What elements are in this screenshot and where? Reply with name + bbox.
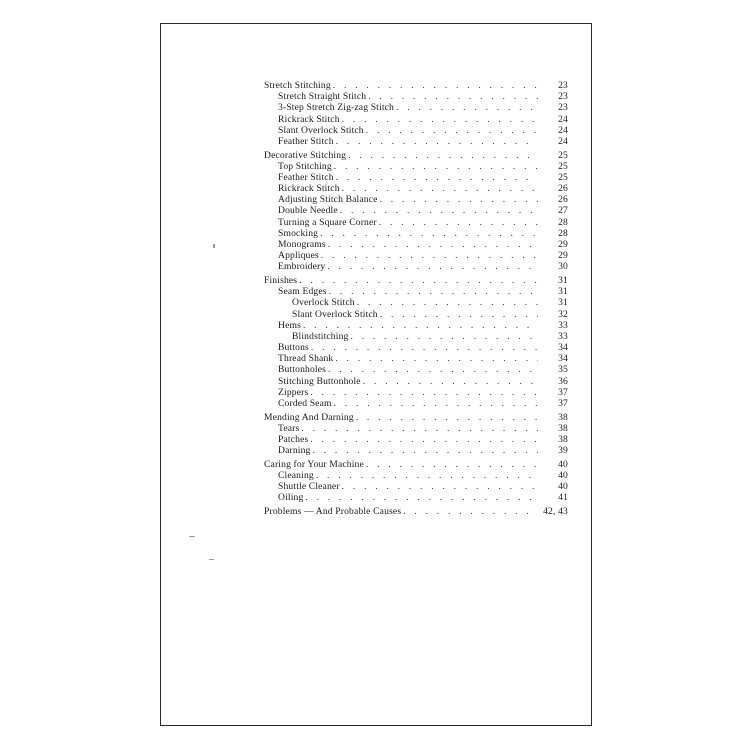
- toc-entry-title: Slant Overlock Stitch: [278, 124, 364, 136]
- toc-entry-page: 40: [558, 469, 568, 481]
- toc-leader-dots: [299, 275, 538, 286]
- toc-entry-title: Blindstitching: [292, 330, 349, 342]
- toc-entry: [264, 376, 568, 387]
- toc-leader-dots: [396, 102, 538, 113]
- toc-entry: [264, 91, 568, 102]
- stray-mark: [189, 536, 195, 537]
- toc-leader-dots: [311, 342, 538, 353]
- toc-entry: [264, 423, 568, 434]
- toc-entry-page: 33: [558, 319, 568, 331]
- toc-entry: [264, 387, 568, 398]
- toc-leader-dots: [379, 217, 538, 228]
- toc-leader-dots: [335, 353, 538, 364]
- toc-entry-page: 24: [558, 113, 568, 125]
- toc-leader-dots: [301, 423, 538, 434]
- toc-entry-title: Shuttle Cleaner: [278, 481, 340, 493]
- toc-entry-page: 31: [558, 274, 568, 286]
- toc-entry: [264, 459, 568, 470]
- toc-entry: [264, 194, 568, 205]
- toc-leader-dots: [356, 412, 538, 423]
- toc-leader-dots: [303, 320, 538, 331]
- toc-entry-page: 35: [558, 364, 568, 376]
- toc-entry-page: 38: [558, 422, 568, 434]
- toc-leader-dots: [342, 183, 538, 194]
- toc-entry-title: Caring for Your Machine: [264, 458, 364, 470]
- toc-entry: [264, 275, 568, 286]
- toc-entry-title: Adjusting Stitch Balance: [278, 194, 378, 206]
- toc-leader-dots: [327, 261, 538, 272]
- toc-entry-title: Rickrack Stitch: [278, 113, 340, 125]
- toc-entry-title: Hems: [278, 319, 301, 331]
- toc-entry: [264, 412, 568, 423]
- toc-entry-title: Oiling: [278, 492, 304, 504]
- toc-entry-page: 40: [558, 458, 568, 470]
- toc-entry-page: 33: [558, 330, 568, 342]
- toc-entry: [264, 205, 568, 216]
- toc-entry-page: 32: [558, 308, 568, 320]
- toc-entry-title: 3-Step Stretch Zig-zag Stitch: [278, 102, 394, 114]
- toc-entry-title: Feather Stitch: [278, 135, 334, 147]
- toc-entry-page: 34: [558, 353, 568, 365]
- toc-leader-dots: [305, 492, 538, 503]
- toc-entry-page: 29: [558, 250, 568, 262]
- toc-entry-page: 36: [558, 375, 568, 387]
- toc-entry: [264, 161, 568, 172]
- toc-leader-dots: [336, 172, 538, 183]
- toc-leader-dots: [334, 398, 538, 409]
- toc-leader-dots: [342, 481, 538, 492]
- toc-leader-dots: [336, 136, 538, 147]
- toc-entry-title: Smocking: [278, 227, 319, 239]
- toc-leader-dots: [328, 364, 538, 375]
- toc-entry-title: Patches: [278, 433, 309, 445]
- toc-leader-dots: [366, 125, 538, 136]
- toc-entry: [264, 217, 568, 228]
- toc-entry: [264, 261, 568, 272]
- toc-entry-title: Double Needle: [278, 205, 338, 217]
- toc-entry: [264, 250, 568, 261]
- toc-entry-page: 27: [558, 205, 568, 217]
- toc-entry: [264, 150, 568, 161]
- toc-entry-page: 37: [558, 386, 568, 398]
- toc-entry-title: Buttons: [278, 342, 309, 354]
- toc-leader-dots: [321, 250, 538, 261]
- toc-entry-title: Monograms: [278, 239, 326, 251]
- toc-leader-dots: [368, 91, 538, 102]
- toc-entry-title: Appliques: [278, 250, 319, 262]
- toc-entry-title: Cleaning: [278, 469, 314, 481]
- document-page: [160, 23, 592, 726]
- toc-leader-dots: [310, 434, 538, 445]
- toc-entry-page: 29: [558, 239, 568, 251]
- toc-entry-page: 26: [558, 194, 568, 206]
- toc-entry: [264, 183, 568, 194]
- toc-entry: [264, 364, 568, 375]
- toc-entry-title: Problems — And Probable Causes: [264, 505, 402, 517]
- toc-entry: [264, 506, 568, 517]
- toc-entry-page: 39: [558, 445, 568, 457]
- toc-entry-page: 42, 43: [543, 505, 568, 517]
- toc-leader-dots: [350, 331, 538, 342]
- table-of-contents: [264, 80, 568, 517]
- toc-entry-page: 28: [558, 227, 568, 239]
- toc-entry-title: Overlock Stitch: [292, 297, 355, 309]
- toc-entry-page: 26: [558, 183, 568, 195]
- toc-entry-page: 25: [558, 171, 568, 183]
- toc-leader-dots: [329, 286, 538, 297]
- stray-mark: [209, 559, 214, 560]
- toc-entry-title: Seam Edges: [278, 286, 327, 298]
- toc-entry-title: Rickrack Stitch: [278, 183, 340, 195]
- toc-leader-dots: [366, 459, 538, 470]
- toc-entry-title: Stitching Buttonhole: [278, 375, 361, 387]
- toc-entry: [264, 286, 568, 297]
- toc-entry: [264, 445, 568, 456]
- toc-entry-title: Turning a Square Corner: [278, 216, 377, 228]
- toc-entry-title: Stretch Straight Stitch: [278, 91, 367, 103]
- toc-entry: [264, 398, 568, 409]
- toc-entry: [264, 136, 568, 147]
- toc-entry: [264, 172, 568, 183]
- toc-leader-dots: [348, 150, 538, 161]
- toc-entry-title: Finishes: [264, 274, 298, 286]
- toc-leader-dots: [328, 239, 538, 250]
- toc-entry: [264, 80, 568, 91]
- toc-leader-dots: [357, 297, 538, 308]
- toc-entry-title: Corded Seam: [278, 398, 332, 410]
- toc-leader-dots: [313, 445, 539, 456]
- toc-entry-title: Feather Stitch: [278, 171, 334, 183]
- toc-entry-title: Decorative Stitching: [264, 149, 347, 161]
- toc-entry-page: 37: [558, 398, 568, 410]
- toc-entry: [264, 342, 568, 353]
- toc-entry-title: Zippers: [278, 386, 309, 398]
- toc-entry-title: Buttonholes: [278, 364, 327, 376]
- toc-leader-dots: [380, 309, 538, 320]
- toc-entry-title: Darning: [278, 445, 311, 457]
- toc-leader-dots: [340, 205, 538, 216]
- toc-entry-page: 31: [558, 286, 568, 298]
- toc-entry: [264, 470, 568, 481]
- toc-leader-dots: [320, 228, 538, 239]
- toc-leader-dots: [363, 376, 538, 387]
- toc-entry-page: 38: [558, 411, 568, 423]
- toc-entry: [264, 434, 568, 445]
- toc-entry-page: 24: [558, 135, 568, 147]
- toc-leader-dots: [380, 194, 538, 205]
- toc-leader-dots: [316, 470, 538, 481]
- toc-leader-dots: [333, 80, 538, 91]
- toc-entry-page: 30: [558, 261, 568, 273]
- toc-entry: [264, 481, 568, 492]
- toc-entry-page: 24: [558, 124, 568, 136]
- toc-entry-title: Top Stitching: [278, 160, 332, 172]
- toc-entry-page: 34: [558, 342, 568, 354]
- toc-entry: [264, 228, 568, 239]
- toc-entry: [264, 102, 568, 113]
- toc-leader-dots: [310, 387, 538, 398]
- toc-entry: [264, 114, 568, 125]
- toc-leader-dots: [342, 114, 538, 125]
- toc-entry-page: 40: [558, 481, 568, 493]
- toc-entry-page: 31: [558, 297, 568, 309]
- toc-entry-page: 23: [558, 91, 568, 103]
- toc-entry-page: 28: [558, 216, 568, 228]
- toc-entry-title: Thread Shank: [278, 353, 334, 365]
- toc-entry: [264, 353, 568, 364]
- toc-entry: [264, 297, 568, 308]
- toc-entry: [264, 331, 568, 342]
- toc-leader-dots: [334, 161, 538, 172]
- toc-entry-title: Stretch Stitching: [264, 80, 331, 91]
- toc-entry-title: Mending And Darning: [264, 411, 354, 423]
- toc-entry: [264, 239, 568, 250]
- toc-entry: [264, 320, 568, 331]
- toc-entry: [264, 492, 568, 503]
- toc-entry-page: 38: [558, 433, 568, 445]
- toc-entry: [264, 125, 568, 136]
- toc-entry-title: Embroidery: [278, 261, 326, 273]
- toc-entry-title: Slant Overlock Stitch: [292, 308, 378, 320]
- toc-entry: [264, 309, 568, 320]
- toc-entry-title: Tears: [278, 422, 300, 434]
- toc-entry-page: 23: [558, 102, 568, 114]
- toc-entry-page: 25: [558, 160, 568, 172]
- toc-entry-page: 23: [558, 80, 568, 91]
- toc-entry-page: 41: [558, 492, 568, 504]
- toc-leader-dots: [403, 506, 538, 517]
- stray-mark: [213, 244, 215, 248]
- toc-entry-page: 25: [558, 149, 568, 161]
